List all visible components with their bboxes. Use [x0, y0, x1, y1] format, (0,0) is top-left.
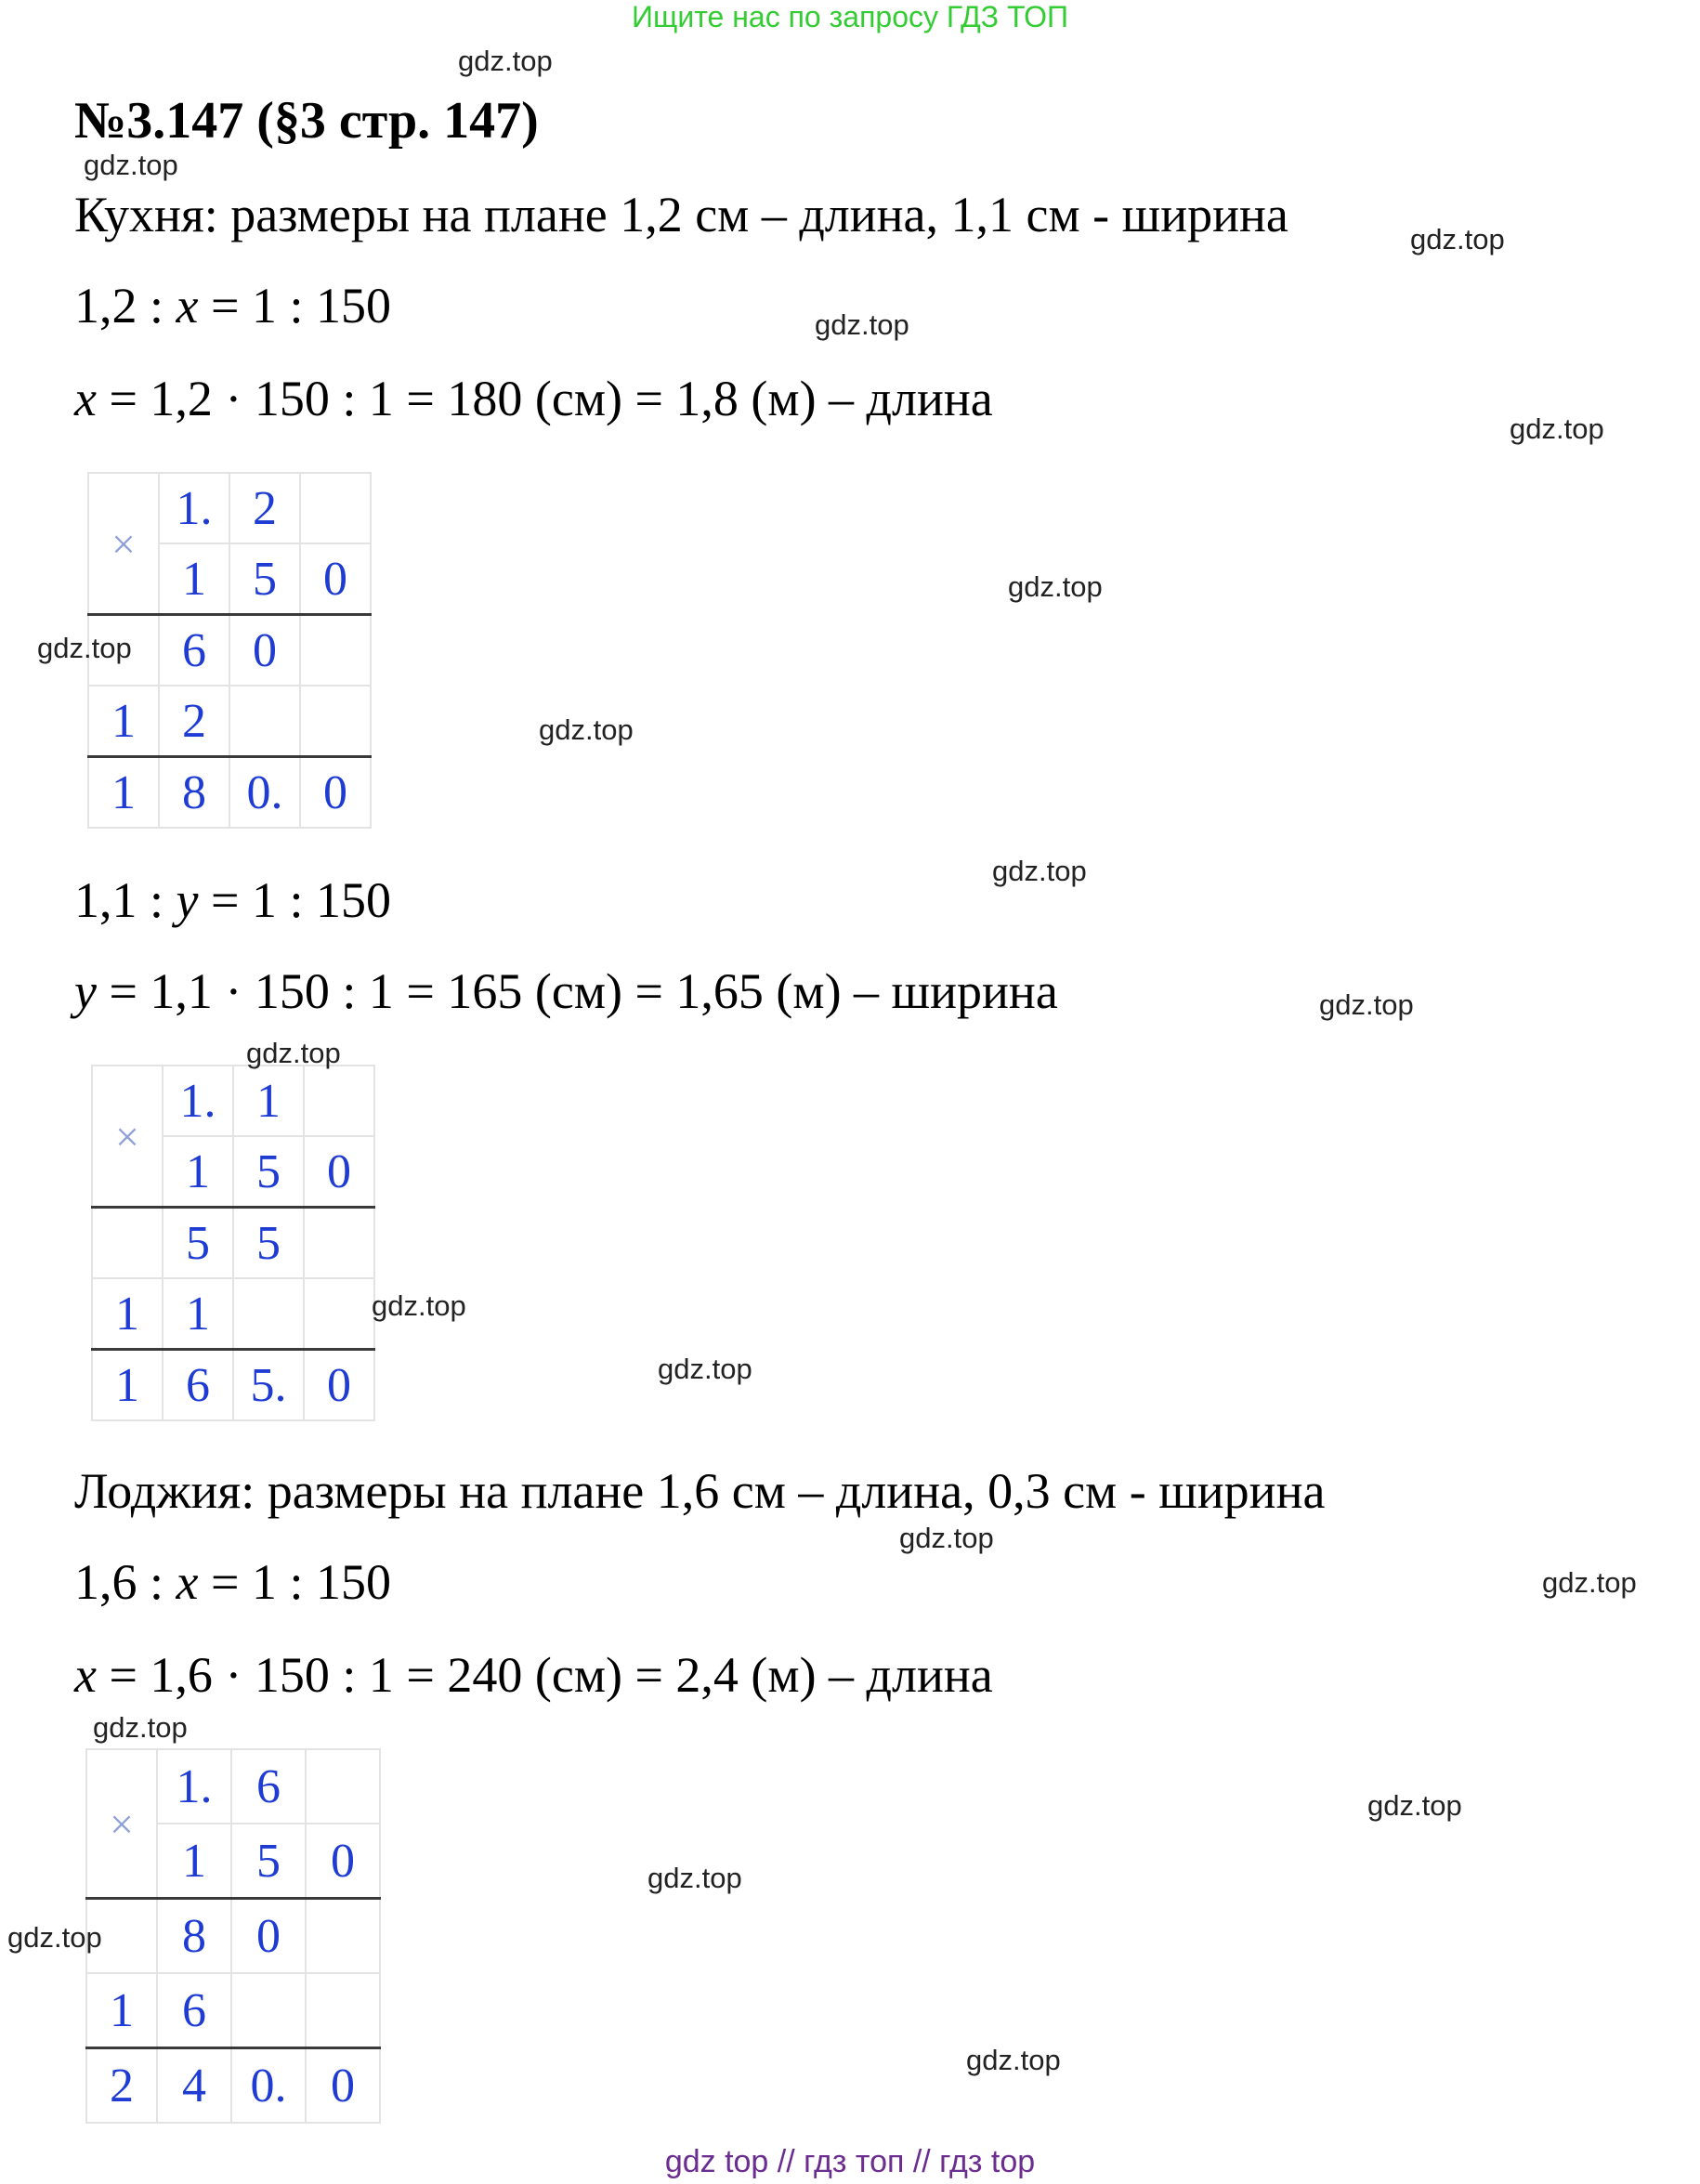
kitchen-solution-width [74, 962, 1058, 1020]
eq-right: = 1 : 150 [198, 1554, 391, 1610]
watermark: gdz.top [1510, 412, 1604, 445]
kitchen-width-multiplication [91, 1065, 375, 1421]
digit-cell: 6 [159, 615, 229, 687]
watermark: gdz.top [658, 1353, 752, 1385]
eq-variable: x [176, 1554, 199, 1610]
digit-cell [92, 1208, 163, 1279]
digit-cell [304, 1066, 374, 1136]
watermark: gdz.top [539, 713, 634, 746]
digit-cell: 1 [157, 1824, 231, 1899]
watermark: gdz.top [815, 308, 909, 341]
times-sign: × [86, 1749, 157, 1899]
eq-variable: x [176, 278, 199, 333]
footer-links: gdz top // гдз топ // гдз top [664, 2144, 1036, 2179]
watermark: gdz.top [84, 149, 178, 181]
digit-cell: 1 [233, 1066, 304, 1136]
digit-cell: 1 [88, 686, 159, 757]
digit-cell: 4 [157, 2048, 231, 2124]
digit-cell: 0 [300, 757, 371, 829]
digit-cell [306, 1899, 380, 1974]
eq-right: = 1,1 · 150 : 1 = 165 (см) = 1,65 (м) – ширина [96, 963, 1058, 1019]
digit-cell [231, 1973, 306, 2048]
watermark: gdz.top [1319, 988, 1414, 1021]
digit-cell: 5 [233, 1208, 304, 1279]
digit-cell: 0. [229, 757, 300, 829]
digit-cell [300, 686, 371, 757]
watermark: gdz.top [37, 632, 132, 664]
digit-cell: 8 [157, 1899, 231, 1974]
kitchen-solution-length [74, 370, 993, 427]
digit-cell: 2 [159, 686, 229, 757]
kitchen-equation-length [74, 277, 391, 334]
loggia-length-multiplication [85, 1748, 381, 2124]
digit-cell: 0 [306, 2048, 380, 2124]
digit-cell: 0. [231, 2048, 306, 2124]
digit-cell [304, 1278, 374, 1350]
watermark: gdz.top [246, 1037, 341, 1069]
eq-right: = 1,6 · 150 : 1 = 240 (см) = 2,4 (м) – длина [96, 1647, 993, 1703]
digit-cell: 0 [304, 1350, 374, 1421]
watermark: gdz.top [992, 855, 1087, 887]
watermark: gdz.top [1367, 1789, 1462, 1822]
digit-cell [306, 1973, 380, 2048]
digit-cell: 5 [233, 1136, 304, 1208]
digit-cell: 5 [163, 1208, 233, 1279]
eq-variable: x [74, 371, 97, 426]
digit-cell: 8 [159, 757, 229, 829]
digit-cell: 0 [306, 1824, 380, 1899]
watermark: gdz.top [1542, 1566, 1637, 1599]
digit-cell: 6 [157, 1973, 231, 2048]
digit-cell: 1 [159, 543, 229, 615]
eq-left: 1,1 : [74, 872, 177, 928]
digit-cell: 5 [231, 1824, 306, 1899]
search-banner: Ищите нас по запросу ГДЗ ТОП [632, 0, 1068, 33]
digit-cell: 5 [229, 543, 300, 615]
eq-left: 1,2 : [74, 278, 177, 333]
digit-cell: 6 [163, 1350, 233, 1421]
digit-cell [233, 1278, 304, 1350]
digit-cell: 1. [157, 1749, 231, 1824]
digit-cell: 1. [159, 473, 229, 543]
digit-cell [306, 1749, 380, 1824]
digit-cell: 1 [88, 757, 159, 829]
watermark: gdz.top [458, 45, 553, 77]
eq-right: = 1 : 150 [198, 872, 391, 928]
digit-cell: 2 [229, 473, 300, 543]
digit-cell: 1 [163, 1278, 233, 1350]
eq-right: = 1 : 150 [198, 278, 391, 333]
kitchen-equation-width [74, 871, 391, 929]
digit-cell: 1. [163, 1066, 233, 1136]
digit-cell [229, 686, 300, 757]
watermark: gdz.top [966, 2044, 1061, 2076]
eq-variable: y [74, 963, 97, 1019]
eq-right: = 1,2 · 150 : 1 = 180 (см) = 1,8 (м) – длина [96, 371, 993, 426]
eq-left: 1,6 : [74, 1554, 177, 1610]
digit-cell: 5. [233, 1350, 304, 1421]
kitchen-heading: Кухня: размеры на плане 1,2 см – длина, 1,1 см - ширина [74, 187, 1288, 242]
digit-cell: 1 [86, 1973, 157, 2048]
digit-cell: 0 [229, 615, 300, 687]
digit-cell: 0 [231, 1899, 306, 1974]
times-sign: × [88, 473, 159, 615]
digit-cell: 6 [231, 1749, 306, 1824]
watermark: gdz.top [1008, 570, 1103, 603]
digit-cell: 1 [92, 1350, 163, 1421]
digit-cell: 1 [163, 1136, 233, 1208]
page-title: №3.147 (§3 стр. 147) [74, 92, 539, 150]
digit-cell [304, 1208, 374, 1279]
digit-cell: 1 [92, 1278, 163, 1350]
watermark: gdz.top [7, 1921, 102, 1954]
digit-cell: 2 [86, 2048, 157, 2124]
digit-cell: 0 [300, 543, 371, 615]
eq-variable: y [176, 872, 199, 928]
digit-cell: 0 [304, 1136, 374, 1208]
watermark: gdz.top [1410, 223, 1505, 255]
watermark: gdz.top [372, 1289, 466, 1322]
digit-cell [300, 615, 371, 687]
watermark: gdz.top [647, 1862, 742, 1894]
watermark: gdz.top [93, 1711, 188, 1744]
loggia-equation-length [74, 1553, 391, 1611]
watermark: gdz.top [899, 1522, 994, 1554]
times-sign: × [92, 1066, 163, 1208]
digit-cell [300, 473, 371, 543]
eq-variable: x [74, 1647, 97, 1703]
loggia-solution-length [74, 1646, 993, 1704]
loggia-heading: Лоджия: размеры на плане 1,6 см – длина, 0,3 см - ширина [74, 1463, 1326, 1519]
